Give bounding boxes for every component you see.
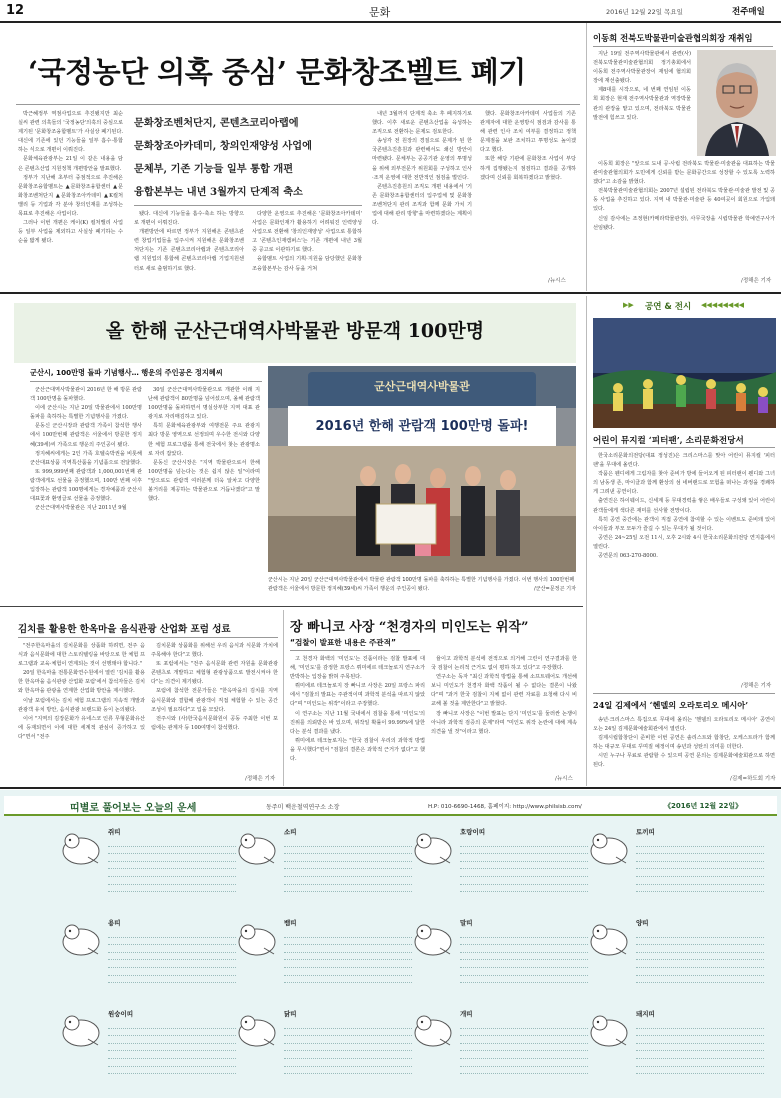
performance-body: 한국소리문화의전당(대표 정성진)은 크리스마스를 맞아 어린이 뮤지컬 '피터팬'을 무대에 올린다. 작품은 웬디에게 그림자를 찾아 준비가 방에 들어오게 된 피터팬이 웬디와 그녀의 남동생 존, 마이클과 함께 환상의 섬 네버랜드로 모험을 떠나는 과정을 경쾌하게 그려낸 공연이다. 출연진은 하이웨이드, 신세계 등 무대경력을 쌓은 배우들로 구성돼 있어 어린이 관객들에게 색다른 재미를 선사할 전망이다. 특히 공연 중간에는 관객이 직접 공연에 참여할 수 있는 이벤트도 준비돼 있어 아이들과 부모 모두가 즐길 수 있는 무대가 될 것이다. 공연은 24~25일 오전 11시, 오후 2시와 4시 한국소리문화의전당 연지홀에서 열린다. 공연문의 063-270-8000. [593,453,775,560]
jang-subtitle: “검찰이 발표한 내용은 주관적” [290,638,396,647]
main-subtitle-2: 문화창조아카데미, 창의인재양성 사업에 [134,140,312,152]
zodiac-fortune-lines [460,839,588,892]
zodiac-fortune-lines [108,839,236,892]
ox-icon [234,827,280,867]
jang-byline: /뉴시스 [555,776,573,782]
kimchi-byline: /정해은 기자 [245,776,276,782]
main-subtitle-4: 융합본부는 내년 3월까지 단계적 축소 [134,186,303,198]
zodiac-name: 호랑이띠 [460,828,486,836]
zodiac-fortune-lines [284,930,412,983]
rabbit-icon [586,827,632,867]
section-name: 문화 [369,6,391,19]
zodiac-fortune-lines [460,930,588,983]
kimchi-col-1: "전주한옥마을의 김치문화를 상품화 하려면, 전주 음식과 음식문화에 대한 스토리텔링을 바탕으로 한 체험 프로그램과 교육·체험이 연계되는 것이 선행돼야 합니다." 20일 한옥마을 전통문화연수원에서 열린 '김치를 활용한 한옥마을 음식관광 산업화 포럼'에서 참석자들은 김치와 한옥마을 관광을 연계한 산업화 방안을 제시했다. 이날 포럼에서는 김치 체험 프로그램의 지속적 개발과 관광객 유치 방안, 음식관광 브랜드화 등이 논의됐다. 이어 "지역의 김장문화가 유네스코 인류 무형문화유산에 등재되면서 이에 대한 세계적 관심이 증가하고 있다"면서 "전주 [18,643,145,740]
profile-body: 지난 19일 전주역사박물관에서 관련(사)전북도박물관미술관협의회 정기총회에서 이동희 전주역사박물관장이 재임에 협의회장에 재선출됐다. 제8대를 시작으로, 네 번째 연임된 이동희 회장은 현재 전주역사박물관과 역장박물관의 관장을 맡고 있으며, 전라북도 박물관 발전에 힘쓰고 있다. [593,51,691,121]
photo-building-sign: 군산근대역사박물관 [374,380,470,393]
main-subtitle-3: 문체부, 기존 기능들 일부 통합 개편 [134,163,294,175]
zodiac-name: 돼지띠 [636,1010,655,1018]
gunsan-caption [268,576,576,593]
peterpan-photo [593,318,776,428]
horoscope-section [0,790,781,1098]
zodiac-fortune-lines [636,1021,764,1074]
performance-byline: /정해은 기자 [741,683,772,689]
zodiac-card [408,916,588,988]
zodiac-fortune-lines [460,1021,588,1074]
main-col-4: 내년 3월까지 단계적 축소 후 폐지하기로 했다. 이후 새로운 콘텐츠산업을 육성하는 조직으로 전환하는 문제도 검토한다. 송성각 전 원장의 경질으로 문제가 된 한국콘텐츠진흥원과 관련해서도 쇄신 방안이 마련됐다. 문체부는 공공기관 운영의 투명성을 위해 외부전문가 위원회를 구성하고 인사·조직 운영에 대한 전반적인 점검을 벌인다. 콘텐츠진흥원의 조직도 개편 내용에서 '기존 문화창조융합센터의 입주업체 및 문화창조벤처단지 관리 조직과 함께 문화 가치 기업에 대해 관리 방향'을 마련하겠다는 계획이다. [372,111,472,227]
zodiac-card [408,1007,588,1079]
main-byline: /뉴시스 [548,278,566,284]
main-headline: ‘국정농단 의혹 중심’ 문화창조벨트 폐기 [28,55,526,89]
profile-byline: /정해은 기자 [741,278,772,284]
profile-headline: 이동희 전북도박물관미술관협의회장 재취임 [593,33,753,43]
zodiac-name: 용띠 [108,919,121,927]
performance-header: 공연 & 전시 [645,302,692,312]
banner-headline: 올 한해 군산근대역사박물관 방문객 100만명 [105,320,485,342]
zodiac-name: 쥐띠 [108,828,121,836]
zodiac-fortune-lines [284,839,412,892]
photo-banner-sign: 2016년 한해 관람객 100만명 돌파! [315,419,529,434]
zodiac-fortune-lines [108,930,236,983]
zodiac-card [56,1007,236,1079]
arrow-right-icon: ▶▶ [623,301,634,309]
zodiac-name: 닭띠 [284,1010,297,1018]
zodiac-name: 개띠 [460,1010,473,1018]
jang-col-1: 고 천경자 화백의 '미인도'는 진품이라는 검찰 발표에 대해, '미인도'를 감정한 프랑스 뤼미에르 테크놀로지 연구소가 반박하는 입장을 밝혀 주목된다. 뤼미에르 테크놀로지 장 빠니코 사장은 20일 프랑스 파리에서 "검찰의 발표는 주관적이며 과학적 분석을 따르지 않았다"며 "미인도는 위작"이라고 주장했다. 이 연구소는 지난 11월 국내에서 검찰을 통해 '미인도'의 진위를 의뢰받은 바 있으며, 위작일 확률이 99.99%에 달한다는 분석 결과를 냈다. 뤼미에르 테크놀로지는 "한국 검찰이 우리의 과학적 방법을 무시했다"면서 "검찰의 결론은 과학적 근거가 없다"고 했다. [290,656,425,763]
main-col-5: 했다. 문화창조아카데미 사업들의 기존 관계자에 대한 운영방식 점검과 감사를 통해 관련 인사 조치 여부를 결정하고 정책 문제점을 보완 조치하고 투명성도 높이겠다고 했다. 또한 해당 기관에 문화창조 사업이 부당하게 집행됐는지 점검하고 결과를 공개하겠다며 신뢰를 회복하겠다고 밝혔다. [480,111,576,181]
zodiac-fortune-lines [108,1021,236,1074]
horoscope-contact: H.P: 010-6690-1468, 홈페이지: http://www.philsisb.com/ [428,804,582,810]
zodiac-fortune-lines [284,1021,412,1074]
kimchi-col-2: 김치문화 상품화를 위해선 우리 음식과 식문화 가치에 주목해야 한다"고 했다. 또 포럼에서는 "전주 음식문화 관련 자원을 문화관광 콘텐츠로 개발하고 체험형 관광상품으로 발전시켜야 한다"는 의견이 제기됐다. 포럼에 참석한 전문가들은 "한옥마을의 김치를 지역 음식문화와 결합해 관광객이 직접 체험할 수 있는 공간 조성이 필요하다"고 입을 모았다. 전주시와 (사)한국음식문화원이 공동 주최한 이번 포럼에는 관계자 등 100여명이 참석했다. [151,643,278,731]
rat-icon [58,827,104,867]
sheep-icon [586,918,632,958]
performance-header-bar [593,300,775,314]
rooster-icon [234,1009,280,1049]
xmas-byline: /김제=하도회 기자 [730,776,776,782]
zodiac-name: 양띠 [636,919,649,927]
pig-icon [586,1009,632,1049]
page-header [0,0,781,22]
zodiac-name: 뱀띠 [284,919,297,927]
dog-icon [410,1009,456,1049]
zodiac-card [56,916,236,988]
xmas-headline: 24일 김제에서 ‘헨델의 오라토리오 메시아’ [593,700,749,710]
profile-body-2: 이동희 회장은 "앞으로 도내 공·사립 전라북도 박물관·미술관을 대표하는 박물관미술관협의회가 도민에게 신뢰를 받는 문화공간으로 성장할 수 있도록 노력하겠다"고 소감을 밝혔다. 전북박물관미술관협의회는 2007년 설립된 전라북도 박물관·미술관 발전 및 공동 사업을 추진하고 있다. 지역 내 박물관·미술관 등 40여곳이 회원으로 가입돼 있다. 신임 감사에는 조정현(카메라박물관장), 사무국장을 시립박물관 학예연구사가 선임됐다. [593,161,775,231]
zodiac-card [584,916,764,988]
horoscope-title: 띠별로 풀어보는 오늘의 운세 [70,803,197,814]
main-col-3: 다양한 운영으로 추진해온 '문화창조아카데미' 사업은 문화인재가 활용하기 어려워진 인력양성사업으로 전환해 '창의인재양성' 사업으로 통합하고 '콘텐츠인재캠퍼스'는 기존 개편에 내년 3월 중 공고로 이관하기로 했다. 융합벨트 사업의 기획·지원을 담당했던 문화창조융합본부는 감사 등을 거쳐 [252,211,362,272]
horoscope-author: 동주미 백운철역연구소 소장 [266,804,340,811]
dragon-icon [58,918,104,958]
page-number: 12 [6,3,25,18]
zodiac-name: 말띠 [460,919,473,927]
jang-col-2: 율이고 과학적 분석에 전적으로 의거해 그린이 연구결과를 한국 검찰이 논리적 근거도 없이 평하 하고 있다"고 주장했다. 연구소는 독자 "최신 과학적 방법을 통해 소프트웨어도 개선해 보니 미인도가 천경자 화백 작품이 될 수 없다는 결론이 나왔다"며 "과거 한국 검찰이 지체 없이 관련 자료를 요청해 다시 비교해 볼 것을 제안한다"고 밝혔다. 장 빠니코 사장은 "이번 발표는 단지 '미인도'를 둘러싼 논쟁이 아니라 과학적 검증의 문제"라며 "미인도 위작 논란에 대해 계속 의견을 낼 것"이라고 했다. [431,656,577,735]
gunsan-caption-text: 군산시는 지난 20일 군산근대역사박물관에서 박물관 관람객 100만명 돌파를 축하하는 특별한 기념행사를 가졌다. 이번 행사의 100만번째 관람객은 서울에서 방문한 정지혜(39세)씨 가족이 행운의 주인공이 됐다. [268,577,575,592]
main-subtitles [134,112,364,204]
tiger-icon [410,827,456,867]
paper-name: 전주매일 [732,7,765,17]
zodiac-card [232,916,412,988]
main-col-1: 박근혜정부 역점사업으로 추진됐지만 최순실씨 관련 의혹들의 '국정농단'의혹의 중심으로 제기된 '문화창조융합벨트'가 사실상 폐기된다. 대신에 기존에 있던 기능들을 일부 흡수·통합하는 식으로 개편이 이뤄진다. 문화체육관광부는 21일 이 같은 내용을 담은 콘텐츠산업 지원정책 개편방안을 발표했다. 정부가 지난해 초부터 중점적으로 추진해온 문화창조융합벨트는 ▲문화창조융합센터 ▲문화창조벤처단지 ▲문화창조아카데미 ▲K컬처밸리 등 기업과 각 분야 창의인재를 조성하는 목표로 추진해온 사업이다. 그러나 이번 개편은 케이(K) 컬처밸리 사업 등 일부 사업을 제외하고 사실상 폐기하는 수순을 밟게 됐다. [18,111,123,245]
jang-headline: 장 빠니코 사장 “천경자의 미인도는 위작” [290,620,529,635]
main-col-2: 됐다. 대신에 기능들을 흡수·축소 하는 방향으로 개편이 이뤄진다. 개편방안에 따르면 정부가 지원해온 콘텐츠관련 창업기업들을 입주시켜 지원해온 문화창조벤처단지는 기존 콘텐츠코리아랩과 콘텐츠코리아랩 지원업의 통합해 콘텐츠코리아랩 기업지원센터로 새로 출범하기로 했다. [134,211,244,272]
profile-portrait [697,50,776,156]
gunsan-byline: /군산=문정곤 기자 [533,585,576,592]
zodiac-card [584,825,764,897]
performance-headline: 어린이 뮤지컬 ‘피터팬’, 소리문화전당서 [593,436,744,446]
arrow-left-icon: ◀◀◀◀◀◀◀◀ [701,301,745,309]
zodiac-name: 원숭이띠 [108,1010,134,1018]
horse-icon [410,918,456,958]
gunsan-event-photo [268,366,576,572]
gunsan-col-2: 30일 군산근대역사박물관으로 개관한 이래 지난해 관람객이 80만명을 넘어섰으며, 올해 관람객 100만명을 돌파하면서 명실상부한 지역 대표 관광지로 자리매김하고 있다. 특히 문화체육관광부와 여행전문 주요 관광지 최다 방문 영역으로 선정되며 우수한 전시와 다양한 체험 프로그램을 통해 전국에서 찾는 관광명소로 자리 잡았다. 문동신 군산시장은 "지역 박물관으로서 한해 100만명을 넘는다는 것은 쉽지 않은 일"이라며 "앞으로도 관람객 여러분께 더욱 알차고 다양한 볼거리를 제공하는 박물관으로 거듭나겠다"고 말했다. [148,387,260,503]
zodiac-name: 소띠 [284,828,297,836]
horoscope-date: 《2016년 12월 22일》 [664,802,743,810]
zodiac-card [56,825,236,897]
zodiac-card [584,1007,764,1079]
kimchi-headline: 김치를 활용한 한옥마을 음식관광 산업화 포럼 성료 [18,624,231,635]
zodiac-fortune-lines [636,930,764,983]
zodiac-fortune-lines [636,839,764,892]
zodiac-card [408,825,588,897]
zodiac-card [232,1007,412,1079]
gunsan-col-1: 군산근대역사박물관이 2016년 한 해 방문 관람객 100만명을 돌파했다. 이에 군산시는 지난 20일 박물관에서 100만명 돌파를 축하하는 특별한 기념행사를 가졌다. 문동신 군산시장과 관람객 가족이 참석한 행사에서 100만번째 관람객은 서울에서 방문한 정지혜(39세)씨 가족으로 행운의 주인공이 됐다. 정지혜씨에게는 2인 가족 호텔숙박권을 비롯해 군산대표상품 지역특산품을 기념품으로 전달했다. 또 999,999번째 관람객과 1,000,001번째 관람객에게도 선물을 증정했으며, 100만 번째 이후 입장하는 관람객 100명에게는 경자예품과 군산시 대표꽃과 환영글로 선물을 증정했다. 군산근대역사박물관은 지난 2011년 9월 [30,387,142,512]
gunsan-subtitle: 군산시, 100만명 돌파 기념행사… 행운의 주인공은 정지혜씨 [30,368,223,377]
horoscope-title-bar [4,796,777,816]
issue-date: 2016년 12월 22일 목요일 [606,8,683,16]
snake-icon [234,918,280,958]
zodiac-name: 토끼띠 [636,828,655,836]
xmas-body: 송년·크리스마스 특집으로 무대에 올리는 '헨델의 오라토리오 메시아' 공연이 오는 24일 김제문화예술회관에서 열린다. 김제시립합창단이 준비한 이번 공연은 솔리스트와 합창단, 오케스트라가 함께하는 대규모 무대로 꾸며질 예정이며 송년과 성탄의 의미를 더한다. 시민 누구나 무료로 관람할 수 있으며 공연 문의는 김제문화예술회관으로 하면 된다. [593,717,775,769]
monkey-icon [58,1009,104,1049]
zodiac-card [232,825,412,897]
main-subtitle-1: 문화창조벤처단지, 콘텐츠코리아랩에 [134,117,299,129]
